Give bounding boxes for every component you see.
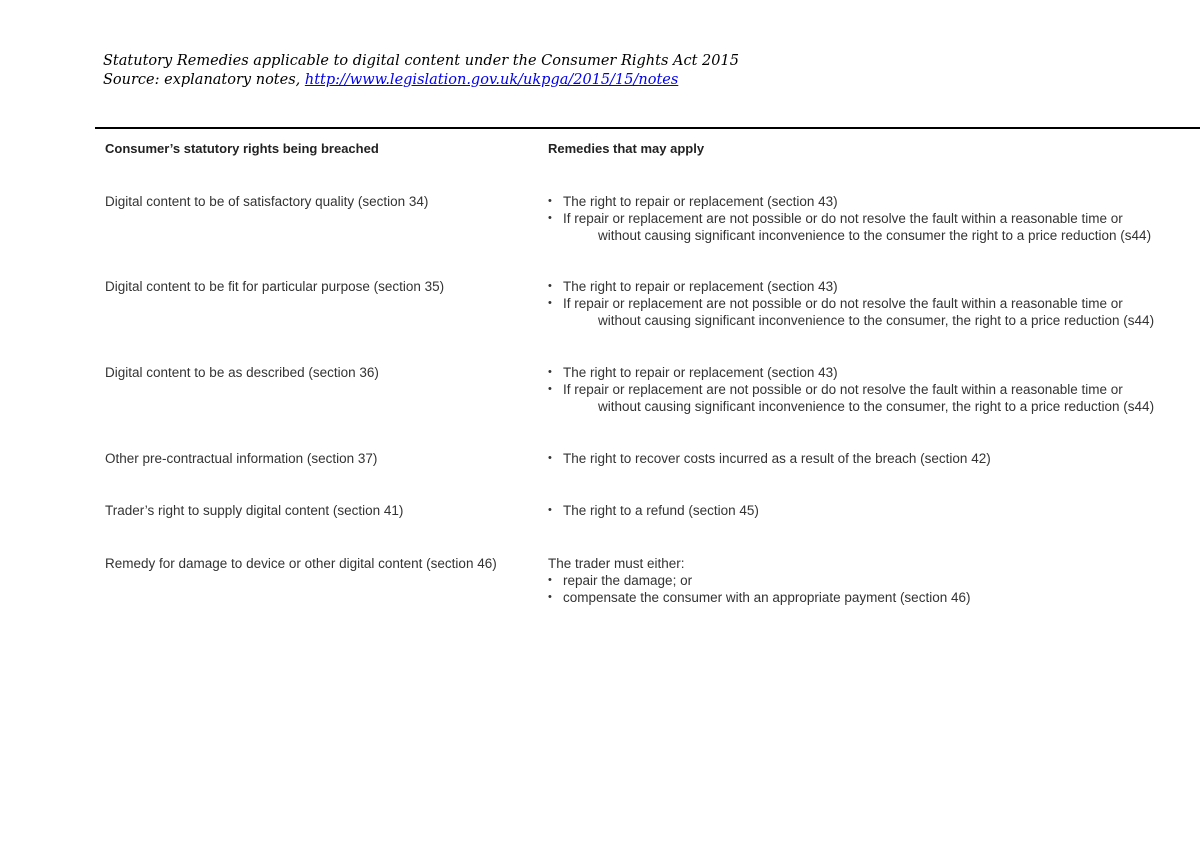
statutory-right: Trader’s right to supply digital content (section 41): [105, 503, 404, 518]
remedy-item: • If repair or replacement are not possible or do not resolve the fault within a reasonable time or without causing significant inconvenience to the consumer, the right to a price reduction (s44): [548, 295, 1200, 329]
source-prefix: Source: explanatory notes,: [103, 72, 305, 88]
remedies-list: [548, 502, 1200, 519]
remedy-item: • If repair or replacement are not possible or do not resolve the fault within a reasonable time or without causing significant inconvenience to the consumer the right to a price reduction (s44): [548, 210, 1200, 244]
statutory-right: Digital content to be of satisfactory quality (section 34): [105, 194, 429, 209]
source-line: [103, 71, 739, 90]
remedy-item: • The right to repair or replacement (section 43): [548, 364, 1200, 381]
remedies-cell: [548, 364, 1200, 415]
remedies-cell: [548, 555, 1200, 606]
statutory-right: Digital content to be as described (section 36): [105, 365, 379, 380]
statutory-right: Other pre-contractual information (section 37): [105, 451, 378, 466]
remedies-cell: [548, 278, 1200, 329]
remedy-item: • repair the damage; or: [548, 572, 1200, 589]
source-link[interactable]: http://www.legislation.gov.uk/ukpga/2015/15/notes: [304, 72, 679, 88]
remedy-intro: The trader must either:: [548, 556, 685, 571]
rights-column-header: Consumer’s statutory rights being breached: [105, 141, 379, 156]
document-title-block: [103, 52, 739, 90]
document-title: Statutory Remedies applicable to digital content under the Consumer Rights Act 2015: [103, 53, 739, 69]
remedies-cell: [548, 502, 1200, 519]
remedy-continuation: without causing significant inconvenience to the consumer the right to a price reduction (s44): [598, 228, 1152, 243]
remedy-continuation: without causing significant inconvenience to the consumer, the right to a price reduction (s44): [598, 399, 1155, 414]
header-divider: [95, 127, 1200, 129]
remedies-column-header: Remedies that may apply: [548, 141, 705, 156]
remedy-item: • The right to repair or replacement (section 43): [548, 193, 1200, 210]
remedy-item: • If repair or replacement are not possible or do not resolve the fault within a reasonable time or without causing significant inconvenience to the consumer, the right to a price reduction (s44): [548, 381, 1200, 415]
statutory-right: Digital content to be fit for particular purpose (section 35): [105, 279, 445, 294]
remedy-item: • compensate the consumer with an appropriate payment (section 46): [548, 589, 1200, 606]
remedies-list: [548, 278, 1200, 329]
remedies-list: [548, 364, 1200, 415]
remedy-item: • The right to a refund (section 45): [548, 502, 1200, 519]
remedy-item: • The right to repair or replacement (section 43): [548, 278, 1200, 295]
remedies-list: [548, 450, 1200, 467]
remedy-item: • The right to recover costs incurred as a result of the breach (section 42): [548, 450, 1200, 467]
remedy-continuation: without causing significant inconvenience to the consumer, the right to a price reduction (s44): [598, 313, 1155, 328]
remedies-list: [548, 572, 1200, 606]
remedies-list: [548, 193, 1200, 244]
remedies-cell: [548, 193, 1200, 244]
remedies-cell: [548, 450, 1200, 467]
statutory-right: Remedy for damage to device or other digital content (section 46): [105, 556, 497, 571]
